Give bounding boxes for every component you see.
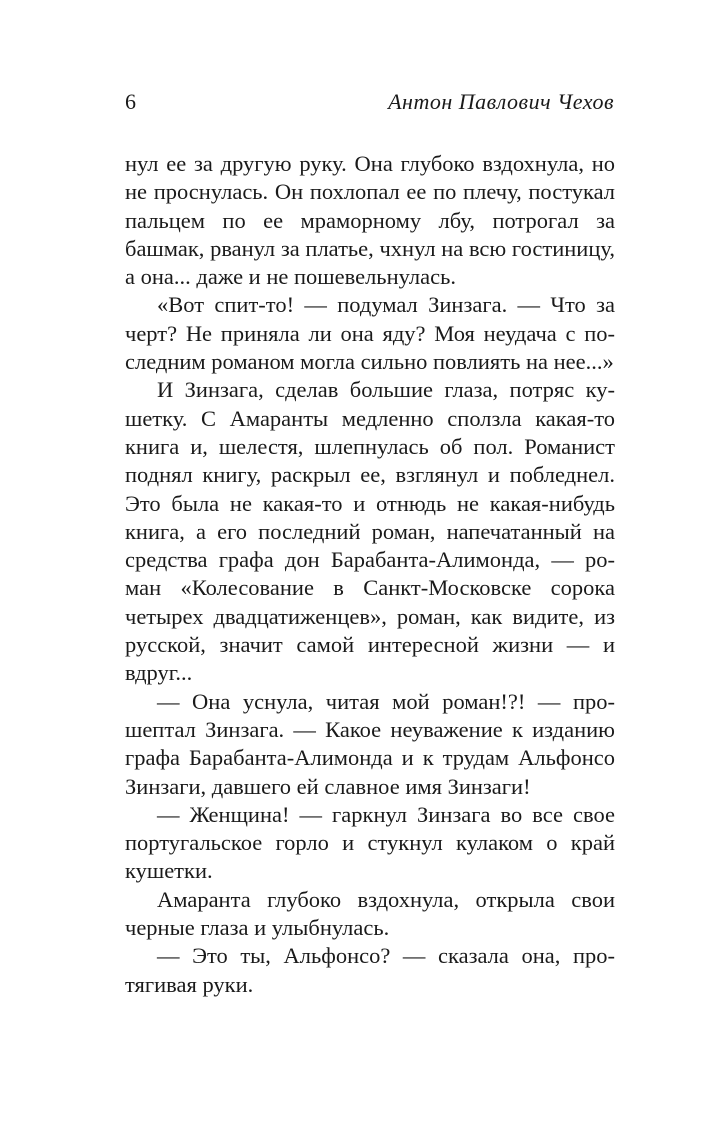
paragraph-dialogue-reply: — Это ты, Альфонсо? — сказала она, протягивая руки. xyxy=(125,943,615,997)
paragraph-dialogue-shout: — Женщина! — гаркнул Зинзага во все свое португальское горло и стукнул кулаком о край кушетки. xyxy=(125,801,615,884)
paragraph-thought: «Вот спит-то! — подумал Зинзага. — Что за черт? Не приняла ли она яду? Моя неудача с последним романом могла сильно повлиять на нее...» xyxy=(125,292,615,375)
page-number: 6 xyxy=(125,89,136,114)
paragraph-continuation: нул ее за другую руку. Она глубоко вздохнула, но не проснулась. Он похлопал ее по плечу, постукал пальцем по ее мраморному лбу, потрогал за башмак, рванул за платье, чхнул на всю гостиницу, а она... даже и не пошевельнулась. xyxy=(125,151,615,290)
paragraph-book-discovery: И Зинзага, сделав большие глаза, потряс кушетку. С Амаранты медленно сползла какая-то книга и, шелестя, шлепнулась об пол. Романист поднял книгу, раскрыл ее, взглянул и побледнел. Это была не какая-то и отнюдь не какая-нибудь книга, а его последний роман, напечатанный на средства графа дон Барабанта-Алимонда, — роман «Колесование в Санкт-Московске сорока четырех двадцатиженцев», роман, как видите, из русской, значит самой интересной жизни — и вдруг... xyxy=(125,377,615,686)
paragraph-awakening: Амаранта глубоко вздохнула, открыла свои черные глаза и улыбнулась. xyxy=(125,886,615,941)
body-text xyxy=(125,150,615,999)
paragraph-dialogue-whisper: — Она уснула, читая мой роман!?! — прошептал Зинзага. — Какое неуважение к изданию графа Барабанта-Алимонда и к трудам Альфонсо Зинзаги, давшего ей славное имя Зинзаги! xyxy=(125,688,615,799)
running-head-author: Антон Павлович Чехов xyxy=(388,89,614,114)
